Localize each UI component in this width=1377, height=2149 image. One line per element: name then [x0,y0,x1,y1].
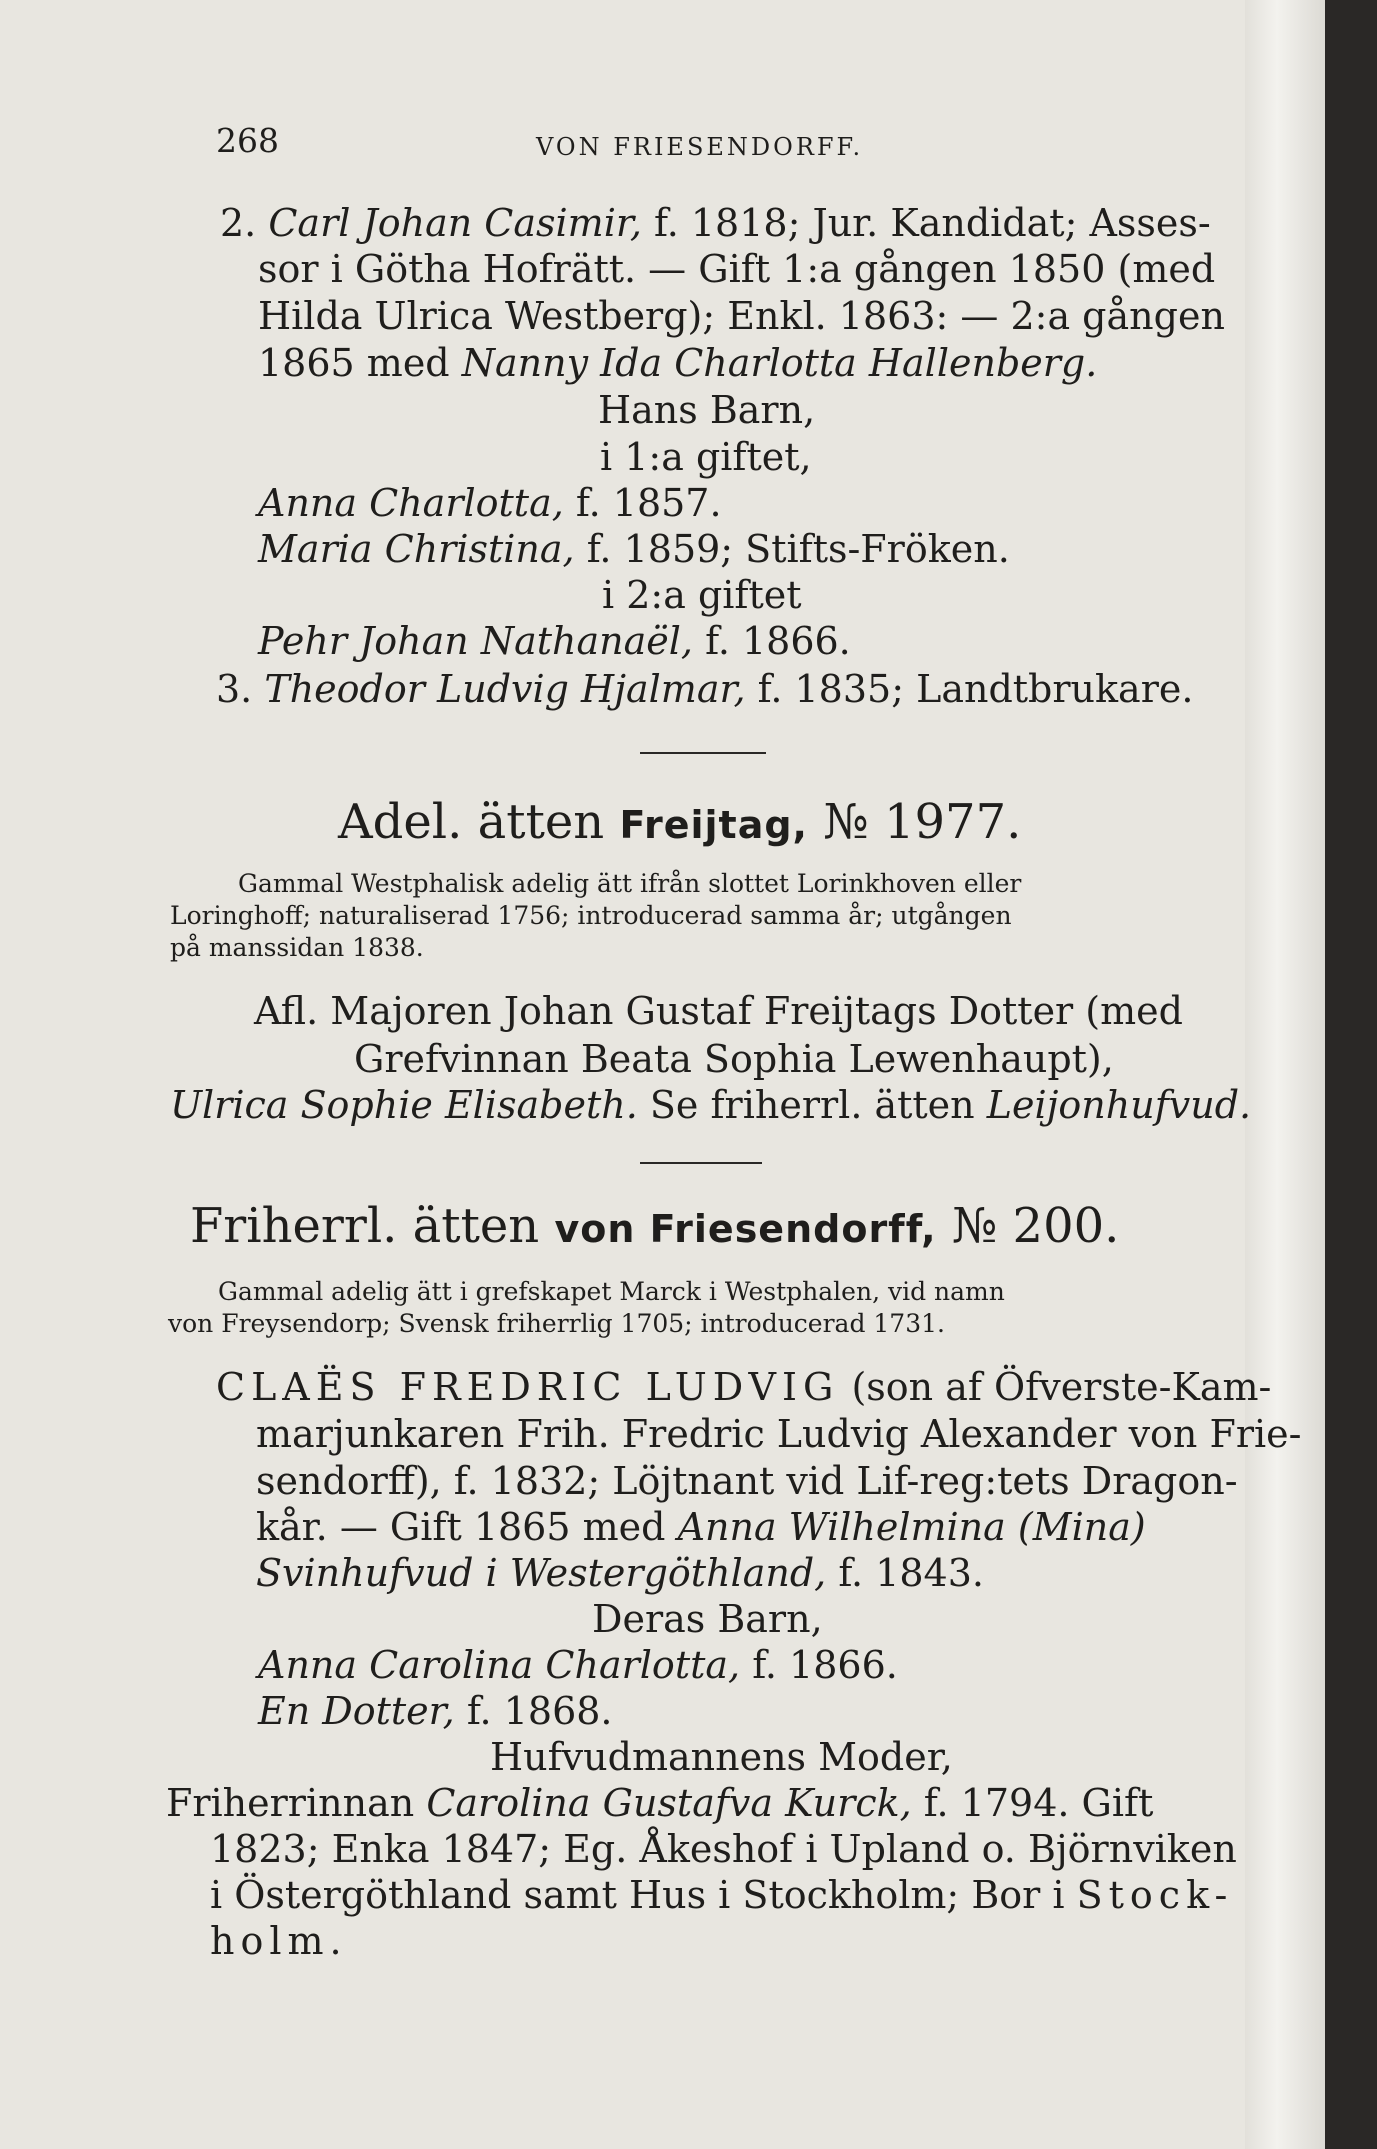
family-heading: Adel. ätten Freijtag, № 1977. [338,794,1022,850]
subheading: i 2:a giftet [602,573,802,617]
family-description: Gammal Westphalisk adelig ätt ifrån slottet Lorinkhoven eller [238,869,1022,898]
entry-line: sendorff), f. 1832; Löjtnant vid Lif-reg:tets Dragon- [256,1459,1238,1503]
divider-rule [640,1162,762,1164]
subheading: Hufvudmannens Moder, [490,1735,953,1779]
family-description: Loringhoff; naturaliserad 1756; introducerad samma år; utgången [170,901,1012,930]
entry-line: Friherrinnan Carolina Gustafva Kurck, f. 1794. Gift [166,1781,1154,1825]
subheading: Deras Barn, [592,1597,823,1641]
running-head: VON FRIESENDORFF. [536,133,864,161]
entry-line: 1823; Enka 1847; Eg. Åkeshof i Upland o. Björnviken [210,1827,1237,1871]
child-entry: Maria Christina, f. 1859; Stifts-Fröken. [258,527,1010,571]
child-entry: Anna Carolina Charlotta, f. 1866. [258,1643,898,1687]
family-description: von Freysendorp; Svensk friherrlig 1705; introducerad 1731. [168,1309,945,1338]
book-binding-edge [1325,0,1377,2149]
subheading: Hans Barn, [598,388,816,432]
child-entry: Anna Charlotta, f. 1857. [258,481,722,525]
family-description: Gammal adelig ätt i grefskapet Marck i Westphalen, vid namn [218,1277,1005,1306]
divider-rule [640,752,766,754]
child-entry: Pehr Johan Nathanaël, f. 1866. [258,619,851,663]
entry-line: Afl. Majoren Johan Gustaf Freijtags Dotter (med [254,989,1183,1033]
entry-line: Grefvinnan Beata Sophia Lewenhaupt), [354,1037,1114,1081]
page-number: 268 [216,121,279,160]
entry-line: Ulrica Sophie Elisabeth. Se friherrl. ätten Leijonhufvud. [170,1083,1252,1127]
child-entry: En Dotter, f. 1868. [258,1689,613,1733]
entry-line: i Östergöthland samt Hus i Stockholm; Bor i Stock- [210,1873,1234,1917]
entry-line: sor i Götha Hofrätt. — Gift 1:a gången 1850 (med [258,247,1216,291]
subheading: i 1:a giftet, [600,435,812,479]
family-description: på manssidan 1838. [170,933,424,962]
entry-line: CLAËS FREDRIC LUDVIG (son af Öfverste-Kam- [216,1365,1272,1409]
entry-line: marjunkaren Frih. Fredric Ludvig Alexander von Frie- [256,1412,1302,1456]
page-edge [1245,0,1325,2149]
entry-line: kår. — Gift 1865 med Anna Wilhelmina (Mina) [256,1505,1146,1549]
entry-line: 1865 med Nanny Ida Charlotta Hallenberg. [258,341,1098,385]
entry-line: 2. Carl Johan Casimir, f. 1818; Jur. Kandidat; Asses- [220,201,1211,245]
entry-line: Hilda Ulrica Westberg); Enkl. 1863: — 2:a gången [258,294,1225,338]
entry-line: holm. [210,1919,348,1963]
entry-line: 3. Theodor Ludvig Hjalmar, f. 1835; Landtbrukare. [216,667,1194,711]
entry-line: Svinhufvud i Westergöthland, f. 1843. [256,1551,984,1595]
family-heading: Friherrl. ätten von Friesendorff, № 200. [190,1198,1120,1254]
